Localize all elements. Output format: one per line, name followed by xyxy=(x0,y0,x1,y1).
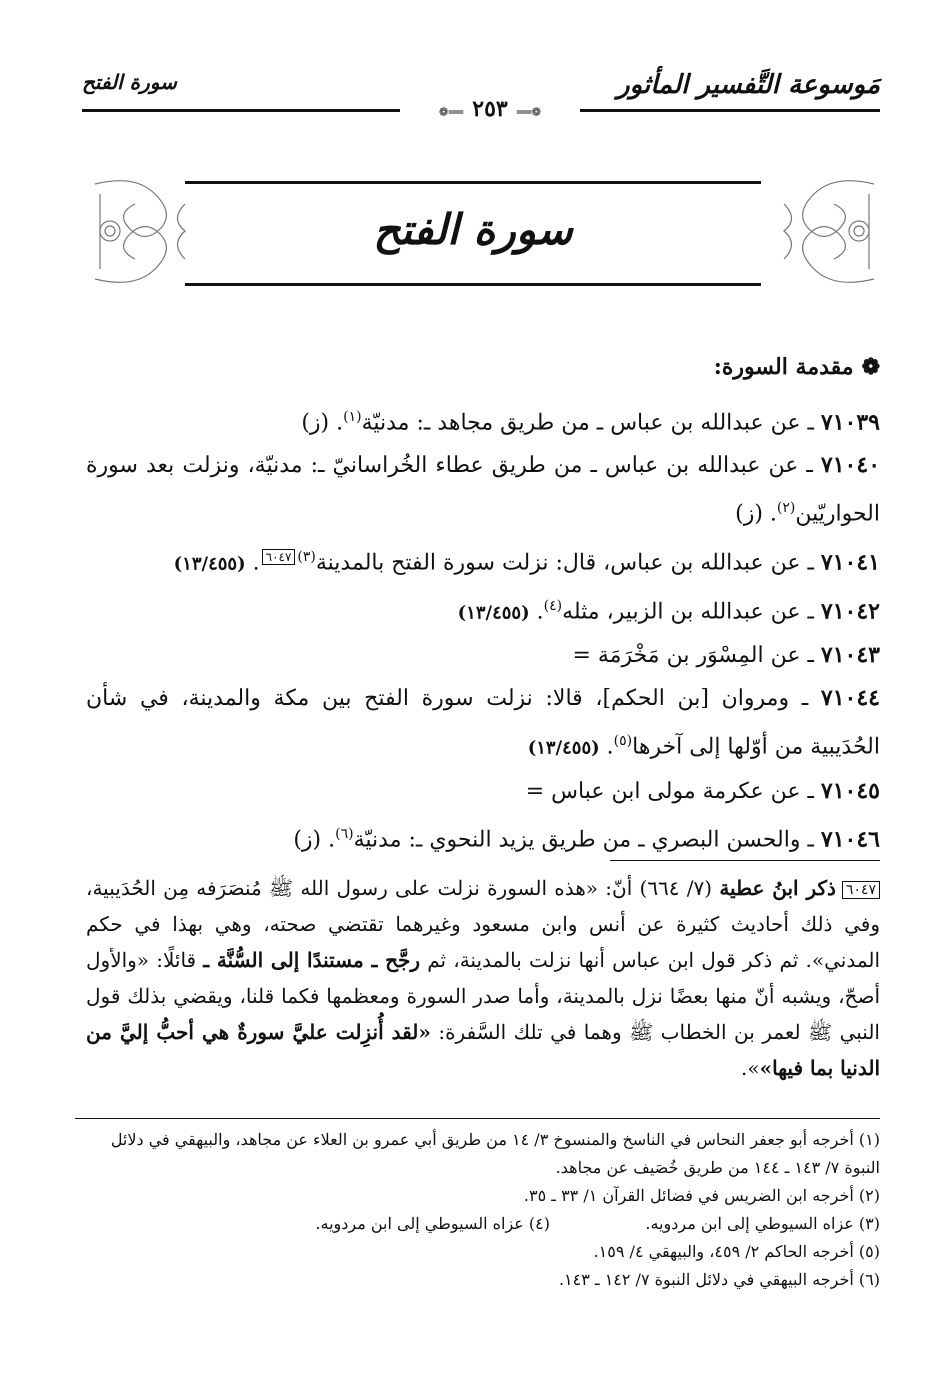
footnote: (١) أخرجه أبو جعفر النحاس في الناسخ والمنسوخ ٣/ ١٤ من طريق أبي عمرو بن العلاء عن مجاهد، والبيهقي في دلائل النبوة ٧/ ١٤٣ ـ ١٤٤ من طريق خُصَيف عن مجاهد. xyxy=(110,1130,880,1177)
commentary-middle: قائلًا: «والأول أصحّ، ويشبه أنّ منها بعضًا نزل بالمدينة، وأما صدر السورة ومعظمها فكما قلنا، ويقضي بذلك قول النبي ﷺ لعمر بن الخطاب ﷺ وهما في تلك السَّفرة: xyxy=(86,948,880,1044)
narration-number: ٧١٠٤٤ xyxy=(820,685,880,712)
footnote-pair xyxy=(86,1210,880,1238)
title-rule-bottom xyxy=(185,283,761,286)
corner-ornament-icon xyxy=(774,174,879,289)
narration-number: ٧١٠٣٩ xyxy=(820,409,880,436)
footnote: (٣) عزاه السيوطي إلى ابن مردويه. xyxy=(645,1214,880,1233)
running-sura-name: سورة الفتح xyxy=(82,70,177,94)
narration-text: ـ والحسن البصري ـ من طريق يزيد النحوي ـ: مدنيّة xyxy=(353,826,814,852)
volume-page-ref: (١٣/٤٥٥) xyxy=(457,602,530,624)
narration-item xyxy=(86,585,880,634)
narration-tail: . (ز) xyxy=(735,501,777,527)
commentary-end: ». xyxy=(741,1056,760,1080)
narration-item xyxy=(86,677,880,769)
corner-ornament-icon xyxy=(90,174,195,289)
footnote: (٥) أخرجه الحاكم ٢/ ٤٥٩، والبيهقي ٤/ ١٥٩. xyxy=(593,1242,880,1261)
narration-text: ـ عن عبدالله بن عباس ـ من طريق عطاء الخُراسانيّ ـ: مدنيّة، ونزلت بعد سورة الحواريّين xyxy=(86,453,880,527)
title-rule-top xyxy=(185,181,761,184)
narration-item xyxy=(86,536,880,585)
commentary-note xyxy=(86,870,880,1086)
commentary-quote: «لقد أُنزِلت عليَّ سورةٌ هي أحبُّ إليَّ من الدنيا بما فيها» xyxy=(86,1020,880,1080)
footnote: (٢) أخرجه ابن الضريس في فضائل القرآن ١/ ٣٣ ـ ٣٥. xyxy=(523,1186,880,1205)
narration-tail: . xyxy=(606,734,614,760)
commentary-tarjih: رجَّح ـ مستندًا إلى السُّنَّة ـ xyxy=(203,948,421,972)
sura-title: سورة الفتح xyxy=(373,205,573,254)
footnote-marker: (٢) xyxy=(776,500,796,517)
commentary-number-box: ٦٠٤٧ xyxy=(842,881,880,899)
narration-number: ٧١٠٤٣ xyxy=(820,642,880,669)
book-title: مَوسوعة التَّفسير المأثور xyxy=(617,70,880,100)
narration-tail: . xyxy=(252,549,260,575)
footnote-marker: (٥) xyxy=(613,733,633,750)
narration-number: ٧١٠٤٥ xyxy=(820,777,880,804)
narration-number: ٧١٠٤٢ xyxy=(820,598,880,625)
footnote-marker: (٣) xyxy=(297,548,316,565)
narration-item xyxy=(86,634,880,677)
ornament-icon: ❁══ xyxy=(516,104,542,119)
volume-page-ref: (١٣/٤٥٥) xyxy=(527,737,600,759)
narration-text: ـ عن عبدالله بن عباس ـ من طريق مجاهد ـ: مدنيّة xyxy=(361,410,814,436)
commentary-source: (٧/ ٦٦٤) xyxy=(639,876,713,900)
commentary-ref-box: ٦٠٤٧ xyxy=(262,549,296,565)
narration-number: ٧١٠٤١ xyxy=(820,548,880,575)
narration-text: ـ عن عبدالله بن عباس، قال: نزلت سورة الفتح بالمدينة xyxy=(315,549,814,575)
narration-item xyxy=(86,813,880,861)
narration-text: ـ عن عبدالله بن الزبير، مثله xyxy=(562,599,814,625)
commentary-separator xyxy=(610,860,880,861)
page-number-block xyxy=(400,94,580,124)
footnote-marker: (٦) xyxy=(335,825,354,842)
section-heading: ❁مقدمة السورة: xyxy=(713,354,880,380)
narration-text: ـ ومروان [بن الحكم]، قالا: نزلت سورة الفتح بين مكة والمدينة، في شأن الحُدَيبية من أوّلها إلى آخرها xyxy=(86,686,880,760)
narration-text: ـ عن عكرمة مولى ابن عباس = xyxy=(525,778,814,804)
volume-page-ref: (١٣/٤٥٥) xyxy=(173,552,246,574)
page-number: ٢٥٣ xyxy=(472,96,508,122)
narration-number: ٧١٠٤٠ xyxy=(820,452,881,479)
footnote-marker: (١) xyxy=(343,409,362,425)
narration-tail: . (ز) xyxy=(301,410,344,436)
narration-tail: . xyxy=(536,599,544,625)
commentary-intro: أنّ: «هذه السورة نزلت على رسول الله ﷺ مُنصَرَفه مِن الحُدَيبية، وفي ذلك أحاديث كثيرة عن أنس وابن مسعود وغيرهما تقتضي صحته، وهي بهذا في حكم المدني». ثم ذكر قول ابن عباس أنها نزلت بالمدينة، ثم xyxy=(86,876,881,972)
narration-text: ـ عن المِسْوَر بن مَخْرَمَة = xyxy=(572,643,814,669)
flower-icon: ❁ xyxy=(861,354,880,380)
ornament-icon: ══❁ xyxy=(438,104,464,119)
narration-number: ٧١٠٤٦ xyxy=(820,825,880,852)
commentary-author: ذكر ابنُ عطية xyxy=(719,876,836,900)
footnote: (٦) أخرجه البيهقي في دلائل النبوة ٧/ ١٤٢ ـ ١٤٣. xyxy=(558,1270,880,1289)
narration-item xyxy=(86,444,880,535)
footnote-marker: (٤) xyxy=(543,597,563,614)
narration-item xyxy=(86,770,880,813)
narration-list xyxy=(86,396,880,861)
footnotes-list xyxy=(86,1126,880,1294)
footnote: (٤) عزاه السيوطي إلى ابن مردويه. xyxy=(315,1214,550,1233)
narration-tail: . (ز) xyxy=(293,826,336,852)
narration-item xyxy=(86,396,880,444)
footnotes-separator xyxy=(75,1118,880,1119)
